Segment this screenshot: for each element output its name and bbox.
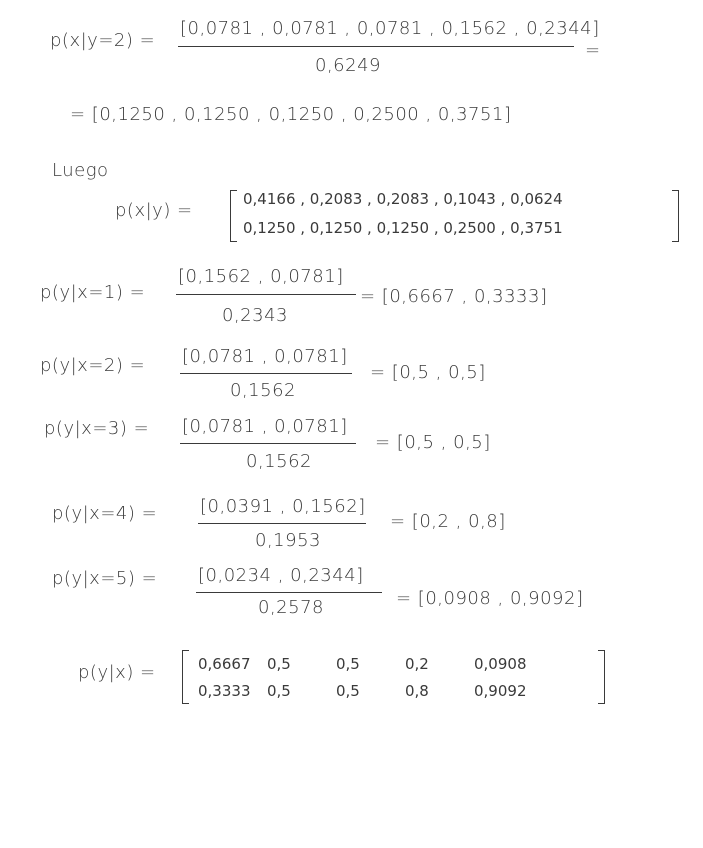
eq3-result: = [0,5 , 0,5]: [370, 362, 486, 383]
eq2-numerator: [0,1562 , 0,0781]: [178, 266, 344, 287]
luego-label: Luego: [52, 160, 109, 181]
eq1-lhs: p(x|y=2) =: [50, 30, 156, 51]
eq1-fraction-bar: [178, 46, 574, 47]
pyx-cell: 0,0908: [474, 655, 527, 673]
pyx-cell: 0,2: [405, 655, 429, 673]
pyx-lhs: p(y|x) =: [78, 662, 156, 683]
pyx-cell: 0,3333: [198, 682, 251, 700]
pyx-cell: 0,8: [405, 682, 429, 700]
pxy-lhs: p(x|y) =: [115, 200, 193, 221]
pxy-bracket-left: [230, 190, 237, 242]
eq5-lhs: p(y|x=4) =: [52, 503, 158, 524]
pyx-cell: 0,5: [267, 655, 291, 673]
pyx-cell: 0,6667: [198, 655, 251, 673]
eq5-numerator: [0,0391 , 0,1562]: [200, 496, 366, 517]
eq6-numerator: [0,0234 , 0,2344]: [198, 565, 364, 586]
eq6-result: = [0,0908 , 0,9092]: [396, 588, 584, 609]
eq6-denominator: 0,2578: [258, 597, 324, 618]
eq2-denominator: 0,2343: [222, 305, 288, 326]
eq4-denominator: 0,1562: [246, 451, 312, 472]
pyx-bracket-left: [182, 650, 189, 704]
pyx-cell: 0,5: [336, 655, 360, 673]
pyx-cell: 0,9092: [474, 682, 527, 700]
eq5-denominator: 0,1953: [255, 530, 321, 551]
eq1-equals: =: [585, 40, 601, 61]
pxy-row1: 0,4166 , 0,2083 , 0,2083 , 0,1043 , 0,0624: [243, 190, 563, 208]
pxy-row2: 0,1250 , 0,1250 , 0,1250 , 0,2500 , 0,3751: [243, 219, 563, 237]
pxy-bracket-right: [672, 190, 679, 242]
eq2-result: = [0,6667 , 0,3333]: [360, 286, 548, 307]
eq4-fraction-bar: [180, 443, 356, 444]
eq5-result: = [0,2 , 0,8]: [390, 511, 506, 532]
eq1-numerator: [0,0781 , 0,0781 , 0,0781 , 0,1562 , 0,2344]: [180, 18, 600, 39]
eq2-lhs: p(y|x=1) =: [40, 282, 146, 303]
pyx-row2: [198, 682, 543, 700]
eq2-fraction-bar: [176, 294, 356, 295]
pyx-cell: 0,5: [336, 682, 360, 700]
eq4-result: = [0,5 , 0,5]: [375, 432, 491, 453]
eq4-numerator: [0,0781 , 0,0781]: [182, 416, 348, 437]
eq1-denominator: 0,6249: [315, 55, 381, 76]
pyx-cell: 0,5: [267, 682, 291, 700]
pyx-bracket-right: [598, 650, 605, 704]
eq6-lhs: p(y|x=5) =: [52, 568, 158, 589]
eq5-fraction-bar: [198, 523, 366, 524]
eq6-fraction-bar: [196, 592, 382, 593]
eq3-lhs: p(y|x=2) =: [40, 355, 146, 376]
eq4-lhs: p(y|x=3) =: [44, 418, 150, 439]
eq3-denominator: 0,1562: [230, 380, 296, 401]
eq1-result: = [0,1250 , 0,1250 , 0,1250 , 0,2500 , 0,3751]: [70, 104, 512, 125]
eq3-numerator: [0,0781 , 0,0781]: [182, 346, 348, 367]
pyx-row1: [198, 655, 543, 673]
eq3-fraction-bar: [180, 373, 352, 374]
